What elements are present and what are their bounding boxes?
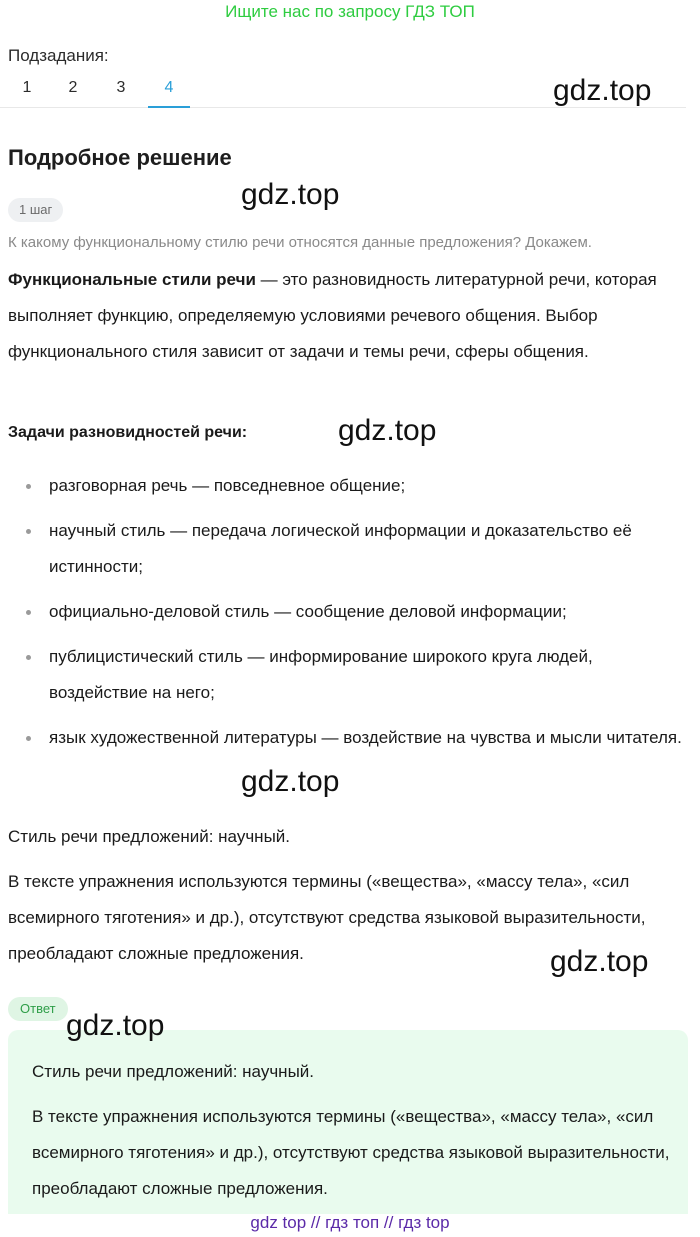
solution-title: Подробное решение	[8, 145, 232, 170]
style-conclusion: Стиль речи предложений: научный.	[8, 827, 291, 846]
bullet-dot	[26, 484, 31, 489]
definition-term: Функциональные стили речи	[8, 270, 256, 289]
definition-paragraph	[8, 262, 688, 370]
search-hint-banner: Ищите нас по запросу ГДЗ ТОП	[225, 2, 475, 21]
watermark-logo: gdz.top	[550, 945, 649, 978]
tab-subtask-4[interactable]: 4	[148, 72, 190, 108]
watermark-logo: gdz.top	[241, 765, 340, 798]
answer-style-line: Стиль речи предложений: научный.	[32, 1062, 315, 1081]
watermark-logo: gdz.top	[241, 178, 340, 211]
definition-text: — это разновидность литературной речи, которая выполняет функцию, определяемую условиями речевого общения. Выбор функционального стиля зависит от задачи и темы речи, сферы общения.	[8, 270, 657, 361]
subtasks-label: Подзадания:	[8, 46, 109, 65]
tab-subtask-3[interactable]: 3	[116, 79, 126, 96]
answer-box	[8, 1030, 688, 1214]
tasks-heading: Задачи разновидностей речи:	[8, 424, 248, 441]
bullet-dot	[26, 655, 31, 660]
bullet-dot	[26, 610, 31, 615]
answer-badge: Ответ	[8, 997, 68, 1021]
watermark-logo: gdz.top	[338, 414, 437, 447]
tab-subtask-1[interactable]: 1	[22, 79, 32, 96]
evidence-paragraph: В тексте упражнения используются термины («вещества», «массу тела», «сил всемирного тяготения» и др.), отсутствуют средства языковой выразительности, преобладают сложные предложения.	[8, 872, 646, 963]
bullet-dot	[26, 736, 31, 741]
watermark-logo: gdz.top	[553, 74, 652, 107]
bullet-dot	[26, 529, 31, 534]
tab-subtask-2[interactable]: 2	[68, 79, 78, 96]
answer-evidence-paragraph: В тексте упражнения используются термины («вещества», «массу тела», «сил всемирного тяготения» и др.), отсутствуют средства языковой выразительности, преобладают сложные предложения.	[32, 1107, 670, 1198]
question-text: К какому функциональному стилю речи относятся данные предложения? Докажем.	[8, 234, 592, 251]
watermark-logo: gdz.top	[66, 1009, 165, 1042]
step-badge: 1 шаг	[8, 198, 63, 222]
footer-links: gdz top // гдз топ // гдз top	[250, 1213, 450, 1232]
